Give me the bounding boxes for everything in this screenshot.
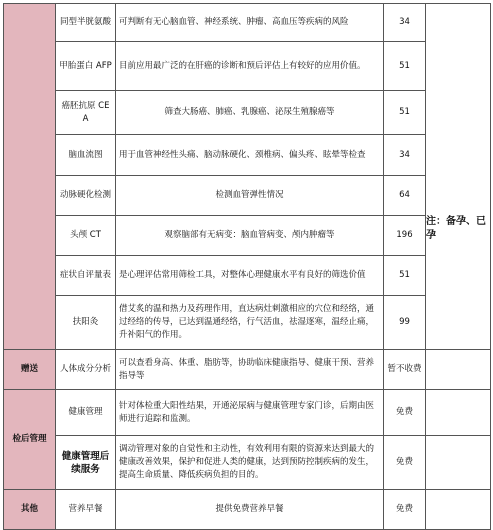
item-price: 免费: [384, 490, 426, 530]
note-cell: [426, 436, 491, 490]
item-name: 动脉硬化检测: [56, 176, 116, 216]
item-name: 营养早餐: [56, 490, 116, 530]
table-row: [4, 176, 491, 216]
note-text: 注：备孕、已孕: [426, 216, 486, 241]
item-description: 借艾炙的温和热力及药理作用，直达病灶刺激相应的穴位和经络，通过经络的传导，已达到温通经络，行气活血，祛湿逐寒，温经止痛，升补阳气的作用。: [116, 296, 384, 350]
item-description: 是心理评估常用筛检工具，对整体心理健康水平有良好的筛选价值: [116, 256, 384, 296]
category-cell: 其他: [4, 490, 56, 530]
category-cell: [4, 4, 56, 350]
item-description: 针对体检重大阳性结果，开通泌尿病与健康管理专家门诊，后期由医师进行追踪和监测。: [116, 390, 384, 436]
note-cell: [426, 490, 491, 530]
table-row: [4, 135, 491, 176]
note-cell: [426, 4, 491, 350]
item-description: 调动管理对象的自觉性和主动性，有效利用有限的资源来达到最大的健康改善效果，保护和促进人类的健康，达到预防控制疾病的发生，提高生命质量、降低疾病负担的目的。: [116, 436, 384, 490]
item-description: 提供免费营养早餐: [116, 490, 384, 530]
item-description: 检测血管弹性情况: [116, 176, 384, 216]
category-cell: 赠送: [4, 350, 56, 390]
table-row: [4, 42, 491, 91]
item-price: 51: [384, 91, 426, 135]
item-price: 免费: [384, 436, 426, 490]
table-row: [4, 91, 491, 135]
table-row: [4, 256, 491, 296]
item-price: 51: [384, 42, 426, 91]
table-row: [4, 490, 491, 530]
item-description: 用于血管神经性头痛、脑动脉硬化、颈椎病、偏头疼、眩晕等检查: [116, 135, 384, 176]
item-name: 症状自评量表: [56, 256, 116, 296]
item-name: 健康管理后续服务: [56, 436, 116, 490]
table-row: [4, 350, 491, 390]
item-price: 196: [384, 216, 426, 256]
table-row: [4, 390, 491, 436]
item-price: 99: [384, 296, 426, 350]
item-name: 健康管理: [56, 390, 116, 436]
item-name: 甲胎蛋白 AFP: [56, 42, 116, 91]
item-name: 同型半胱氨酸: [56, 4, 116, 42]
item-price: 64: [384, 176, 426, 216]
item-name: 脑血流图: [56, 135, 116, 176]
item-price: 暂不收费: [384, 350, 426, 390]
item-price: 免费: [384, 390, 426, 436]
table-row: [4, 296, 491, 350]
exam-items-table: [3, 3, 491, 530]
item-description: 目前应用最广泛的在肝癌的诊断和预后评估上有较好的应用价值。: [116, 42, 384, 91]
note-cell: [426, 390, 491, 436]
table-row: [4, 436, 491, 490]
table-row: [4, 216, 491, 256]
item-description: 观察脑部有无病变：脑血管病变、颅内肿瘤等: [116, 216, 384, 256]
note-cell: [426, 350, 491, 390]
item-description: 筛查大肠癌、肺癌、乳腺癌、泌尿生殖腺癌等: [116, 91, 384, 135]
item-description: 可判断有无心脑血管、神经系统、肿瘤、高血压等疾病的风险: [116, 4, 384, 42]
item-description: 可以查看身高、体重、脂肪等，协助临床健康指导、健康干预、营养指导等: [116, 350, 384, 390]
item-price: 51: [384, 256, 426, 296]
item-price: 34: [384, 135, 426, 176]
item-name: 癌胚抗原 CEA: [56, 91, 116, 135]
item-name: 人体成分分析: [56, 350, 116, 390]
item-price: 34: [384, 4, 426, 42]
item-name: 扶阳灸: [56, 296, 116, 350]
category-cell: 检后管理: [4, 390, 56, 490]
table-row: [4, 4, 491, 42]
item-name: 头颅 CT: [56, 216, 116, 256]
